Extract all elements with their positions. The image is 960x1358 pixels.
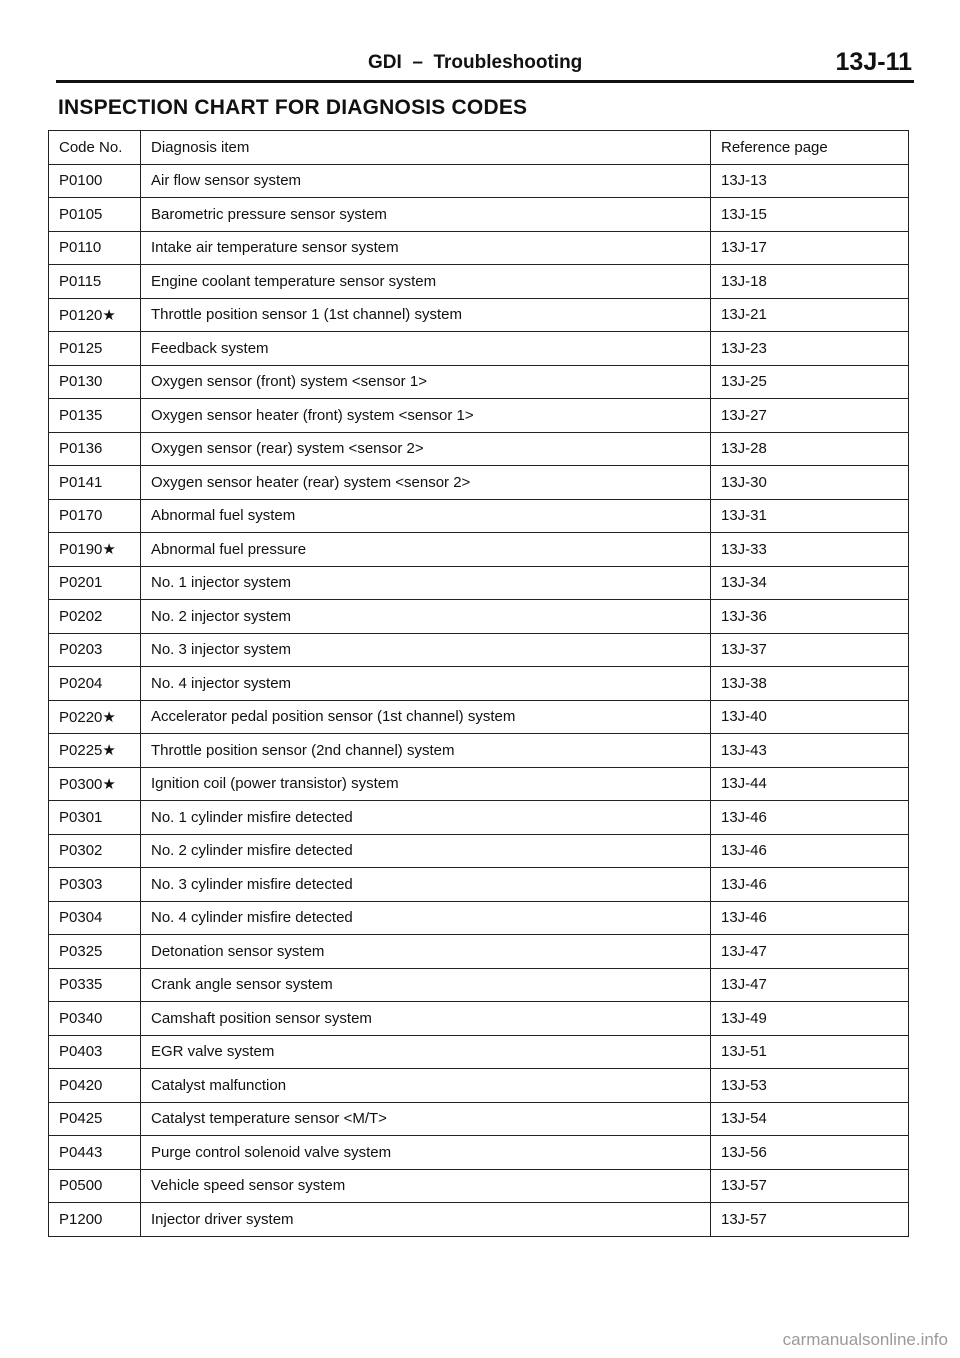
table-row <box>49 432 909 466</box>
table-body <box>49 164 909 1236</box>
diagnosis-item-cell: Camshaft position sensor system <box>141 1002 711 1036</box>
diagnosis-item-cell: Purge control solenoid valve system <box>141 1136 711 1170</box>
table-row <box>49 600 909 634</box>
reference-page-cell: 13J-30 <box>711 466 909 500</box>
reference-page-cell: 13J-53 <box>711 1069 909 1103</box>
reference-page-cell: 13J-43 <box>711 734 909 768</box>
diagnosis-code-table <box>48 130 908 1237</box>
code-cell: P0420 <box>49 1069 141 1103</box>
diagnosis-item-cell: Oxygen sensor (front) system <sensor 1> <box>141 365 711 399</box>
code-cell: P0203 <box>49 633 141 667</box>
reference-page-cell: 13J-54 <box>711 1102 909 1136</box>
diagnosis-item-cell: Engine coolant temperature sensor system <box>141 265 711 299</box>
diagnosis-item-cell: Oxygen sensor heater (front) system <sensor 1> <box>141 399 711 433</box>
diagnosis-item-cell: No. 1 cylinder misfire detected <box>141 801 711 835</box>
page-header <box>56 48 912 82</box>
table-row <box>49 1136 909 1170</box>
page-number: 13J-11 <box>835 48 912 76</box>
reference-page-cell: 13J-36 <box>711 600 909 634</box>
code-cell: P0443 <box>49 1136 141 1170</box>
code-cell: P0300★ <box>49 767 141 801</box>
diagnosis-item-cell: Abnormal fuel system <box>141 499 711 533</box>
code-cell: P0125 <box>49 332 141 366</box>
diagnosis-item-cell: Detonation sensor system <box>141 935 711 969</box>
reference-page-cell: 13J-34 <box>711 566 909 600</box>
diagnosis-item-cell: Throttle position sensor (2nd channel) system <box>141 734 711 768</box>
reference-page-cell: 13J-47 <box>711 935 909 969</box>
reference-page-cell: 13J-23 <box>711 332 909 366</box>
code-cell: P0204 <box>49 667 141 701</box>
diagnosis-item-cell: Catalyst malfunction <box>141 1069 711 1103</box>
code-cell: P0303 <box>49 868 141 902</box>
diagnosis-item-cell: Catalyst temperature sensor <M/T> <box>141 1102 711 1136</box>
code-cell: P0325 <box>49 935 141 969</box>
code-cell: P0190★ <box>49 533 141 567</box>
table-row <box>49 935 909 969</box>
section-title: INSPECTION CHART FOR DIAGNOSIS CODES <box>58 96 528 119</box>
reference-page-cell: 13J-13 <box>711 164 909 198</box>
reference-page-cell: 13J-46 <box>711 901 909 935</box>
reference-page-cell: 13J-38 <box>711 667 909 701</box>
diagnosis-item-cell: No. 2 injector system <box>141 600 711 634</box>
code-cell: P0500 <box>49 1169 141 1203</box>
reference-page-cell: 13J-40 <box>711 700 909 734</box>
table-row <box>49 868 909 902</box>
table-header-row <box>49 131 909 165</box>
code-cell: P0130 <box>49 365 141 399</box>
diagnosis-item-cell: Barometric pressure sensor system <box>141 198 711 232</box>
diagnosis-item-cell: Oxygen sensor (rear) system <sensor 2> <box>141 432 711 466</box>
table-row <box>49 1035 909 1069</box>
diagnosis-item-cell: No. 4 injector system <box>141 667 711 701</box>
code-cell: P0304 <box>49 901 141 935</box>
header-reference-page: Reference page <box>711 131 909 165</box>
code-cell: P0403 <box>49 1035 141 1069</box>
table-row <box>49 1102 909 1136</box>
diagnosis-item-cell: Oxygen sensor heater (rear) system <sensor 2> <box>141 466 711 500</box>
reference-page-cell: 13J-46 <box>711 834 909 868</box>
table-row <box>49 901 909 935</box>
inspection-chart-table <box>48 130 909 1237</box>
table-row <box>49 265 909 299</box>
code-cell: P0105 <box>49 198 141 232</box>
code-cell: P0135 <box>49 399 141 433</box>
diagnosis-item-cell: Throttle position sensor 1 (1st channel) system <box>141 298 711 332</box>
diagnosis-item-cell: Air flow sensor system <box>141 164 711 198</box>
table-row <box>49 734 909 768</box>
table-row <box>49 1203 909 1237</box>
diagnosis-item-cell: EGR valve system <box>141 1035 711 1069</box>
reference-page-cell: 13J-27 <box>711 399 909 433</box>
diagnosis-item-cell: Crank angle sensor system <box>141 968 711 1002</box>
reference-page-cell: 13J-49 <box>711 1002 909 1036</box>
code-cell: P0115 <box>49 265 141 299</box>
diagnosis-item-cell: No. 2 cylinder misfire detected <box>141 834 711 868</box>
diagnosis-item-cell: No. 3 injector system <box>141 633 711 667</box>
table-row <box>49 767 909 801</box>
header-code-no: Code No. <box>49 131 141 165</box>
reference-page-cell: 13J-28 <box>711 432 909 466</box>
diagnosis-item-cell: Feedback system <box>141 332 711 366</box>
reference-page-cell: 13J-46 <box>711 801 909 835</box>
reference-page-cell: 13J-25 <box>711 365 909 399</box>
diagnosis-item-cell: No. 3 cylinder misfire detected <box>141 868 711 902</box>
table-row <box>49 298 909 332</box>
table-row <box>49 700 909 734</box>
code-cell: P0220★ <box>49 700 141 734</box>
table-row <box>49 466 909 500</box>
code-cell: P0201 <box>49 566 141 600</box>
table-row <box>49 198 909 232</box>
diagnosis-item-cell: Abnormal fuel pressure <box>141 533 711 567</box>
reference-page-cell: 13J-51 <box>711 1035 909 1069</box>
code-cell: P0202 <box>49 600 141 634</box>
table-row <box>49 633 909 667</box>
reference-page-cell: 13J-33 <box>711 533 909 567</box>
reference-page-cell: 13J-44 <box>711 767 909 801</box>
table-row <box>49 968 909 1002</box>
diagnosis-item-cell: Injector driver system <box>141 1203 711 1237</box>
reference-page-cell: 13J-31 <box>711 499 909 533</box>
code-cell: P0170 <box>49 499 141 533</box>
code-cell: P1200 <box>49 1203 141 1237</box>
code-cell: P0100 <box>49 164 141 198</box>
table-row <box>49 365 909 399</box>
diagnosis-item-cell: Accelerator pedal position sensor (1st channel) system <box>141 700 711 734</box>
page-header-title: GDI – Troubleshooting <box>368 52 583 73</box>
table-row <box>49 1069 909 1103</box>
table-row <box>49 667 909 701</box>
table-row <box>49 834 909 868</box>
diagnosis-item-cell: Ignition coil (power transistor) system <box>141 767 711 801</box>
table-row <box>49 533 909 567</box>
reference-page-cell: 13J-17 <box>711 231 909 265</box>
header-diagnosis-item: Diagnosis item <box>141 131 711 165</box>
code-cell: P0141 <box>49 466 141 500</box>
code-cell: P0425 <box>49 1102 141 1136</box>
code-cell: P0136 <box>49 432 141 466</box>
reference-page-cell: 13J-57 <box>711 1169 909 1203</box>
code-cell: P0301 <box>49 801 141 835</box>
table-row <box>49 566 909 600</box>
diagnosis-item-cell: No. 4 cylinder misfire detected <box>141 901 711 935</box>
header-rule <box>56 80 914 83</box>
code-cell: P0335 <box>49 968 141 1002</box>
code-cell: P0340 <box>49 1002 141 1036</box>
table-row <box>49 231 909 265</box>
reference-page-cell: 13J-15 <box>711 198 909 232</box>
diagnosis-item-cell: Vehicle speed sensor system <box>141 1169 711 1203</box>
table-row <box>49 499 909 533</box>
reference-page-cell: 13J-18 <box>711 265 909 299</box>
table-row <box>49 1169 909 1203</box>
diagnosis-item-cell: No. 1 injector system <box>141 566 711 600</box>
watermark: carmanualsonline.info <box>782 1330 948 1349</box>
reference-page-cell: 13J-46 <box>711 868 909 902</box>
reference-page-cell: 13J-21 <box>711 298 909 332</box>
code-cell: P0110 <box>49 231 141 265</box>
table-row <box>49 332 909 366</box>
reference-page-cell: 13J-47 <box>711 968 909 1002</box>
diagnosis-item-cell: Intake air temperature sensor system <box>141 231 711 265</box>
table-row <box>49 801 909 835</box>
code-cell: P0225★ <box>49 734 141 768</box>
reference-page-cell: 13J-56 <box>711 1136 909 1170</box>
table-row <box>49 399 909 433</box>
table-row <box>49 1002 909 1036</box>
code-cell: P0120★ <box>49 298 141 332</box>
table-row <box>49 164 909 198</box>
reference-page-cell: 13J-57 <box>711 1203 909 1237</box>
code-cell: P0302 <box>49 834 141 868</box>
reference-page-cell: 13J-37 <box>711 633 909 667</box>
